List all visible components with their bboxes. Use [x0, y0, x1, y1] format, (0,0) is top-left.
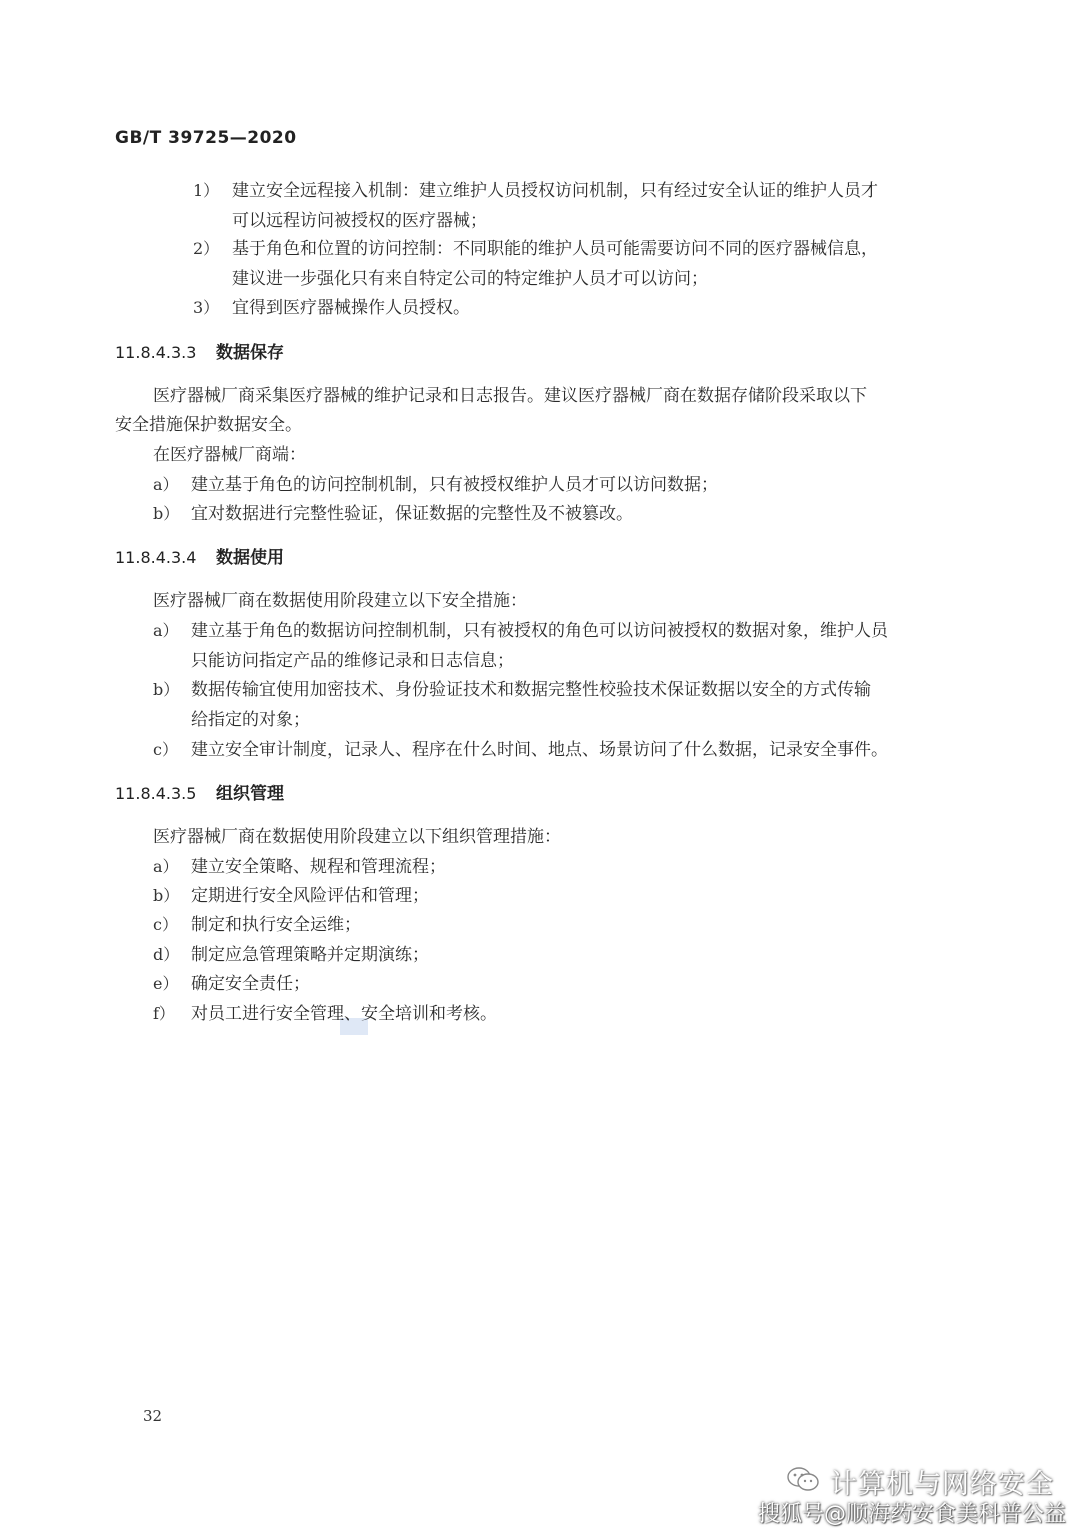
list-item-text: 建立基于角色的访问控制机制，只有被授权维护人员才可以访问数据； — [191, 475, 718, 495]
section-number: 11.8.4.3.3 — [115, 343, 197, 362]
list-item-text: 制定和执行安全运维； — [191, 915, 361, 935]
list-item-text: 给指定的对象； — [191, 710, 310, 730]
paragraph-line: 医疗器械厂商在数据使用阶段建立以下组织管理措施： — [153, 827, 561, 847]
list-item-text: 建立安全策略、规程和管理流程； — [191, 857, 446, 877]
list-item-text: 建立安全审计制度，记录人、程序在什么时间、地点、场景访问了什么数据，记录安全事件。 — [191, 740, 888, 760]
list-item-text: 数据传输宜使用加密技术、身份验证技术和数据完整性校验技术保证数据以安全的方式传输 — [191, 680, 871, 700]
list-marker: b） — [153, 504, 180, 523]
list-marker: 3） — [193, 298, 220, 317]
section-title: 数据保存 — [216, 343, 284, 363]
list-marker: b） — [153, 680, 180, 699]
list-item-text: 宜对数据进行完整性验证，保证数据的完整性及不被篡改。 — [191, 504, 633, 524]
list-item-text: 建立安全远程接入机制：建立维护人员授权访问机制，只有经过安全认证的维护人员才 — [232, 181, 878, 201]
list-marker: d） — [153, 945, 180, 964]
list-marker: a） — [153, 475, 179, 494]
list-item-text: 建立基于角色的数据访问控制机制，只有被授权的角色可以访问被授权的数据对象，维护人员 — [191, 621, 888, 641]
list-marker: c） — [153, 915, 178, 934]
list-item-text: 制定应急管理策略并定期演练； — [191, 945, 429, 965]
paragraph-line: 医疗器械厂商在数据使用阶段建立以下安全措施： — [153, 591, 527, 611]
paragraph-line: 在医疗器械厂商端： — [153, 445, 306, 465]
list-marker: 1） — [193, 181, 220, 200]
list-marker: e） — [153, 974, 179, 993]
list-marker: c） — [153, 740, 178, 759]
list-item-text: 定期进行安全风险评估和管理； — [191, 886, 429, 906]
page-number: 32 — [143, 1407, 163, 1425]
section-number: 11.8.4.3.4 — [115, 548, 197, 567]
list-marker: f） — [153, 1004, 175, 1023]
list-item-text: 建议进一步强化只有来自特定公司的特定维护人员才可以访问； — [232, 269, 708, 289]
list-item-text: 可以远程访问被授权的医疗器械； — [232, 211, 487, 231]
list-item-text: 确定安全责任； — [191, 974, 310, 994]
section-number: 11.8.4.3.5 — [115, 784, 197, 803]
list-marker: b） — [153, 886, 180, 905]
list-item-text: 只能访问指定产品的维修记录和日志信息； — [191, 651, 514, 671]
watermark-account-name: 计算机与网络安全 — [830, 1469, 1054, 1500]
section-title: 组织管理 — [216, 784, 284, 804]
section-title: 数据使用 — [216, 548, 284, 568]
list-item-text: 对员工进行安全管理、安全培训和考核。 — [191, 1004, 497, 1024]
watermark-source: 搜狐号@顺海药安食美科普公益 — [758, 1502, 1067, 1527]
list-marker: a） — [153, 857, 179, 876]
list-item-text: 基于角色和位置的访问控制：不同职能的维护人员可能需要访问不同的医疗器械信息， — [232, 239, 878, 259]
standard-id-header: GB/T 39725—2020 — [115, 128, 297, 148]
list-marker: 2） — [193, 239, 220, 258]
list-item-text: 宜得到医疗器械操作人员授权。 — [232, 298, 470, 318]
paragraph-line: 医疗器械厂商采集医疗器械的维护记录和日志报告。建议医疗器械厂商在数据存储阶段采取以下 — [153, 386, 867, 406]
list-marker: a） — [153, 621, 179, 640]
wechat-icon — [786, 1466, 820, 1492]
paragraph-line: 安全措施保护数据安全。 — [115, 415, 302, 435]
